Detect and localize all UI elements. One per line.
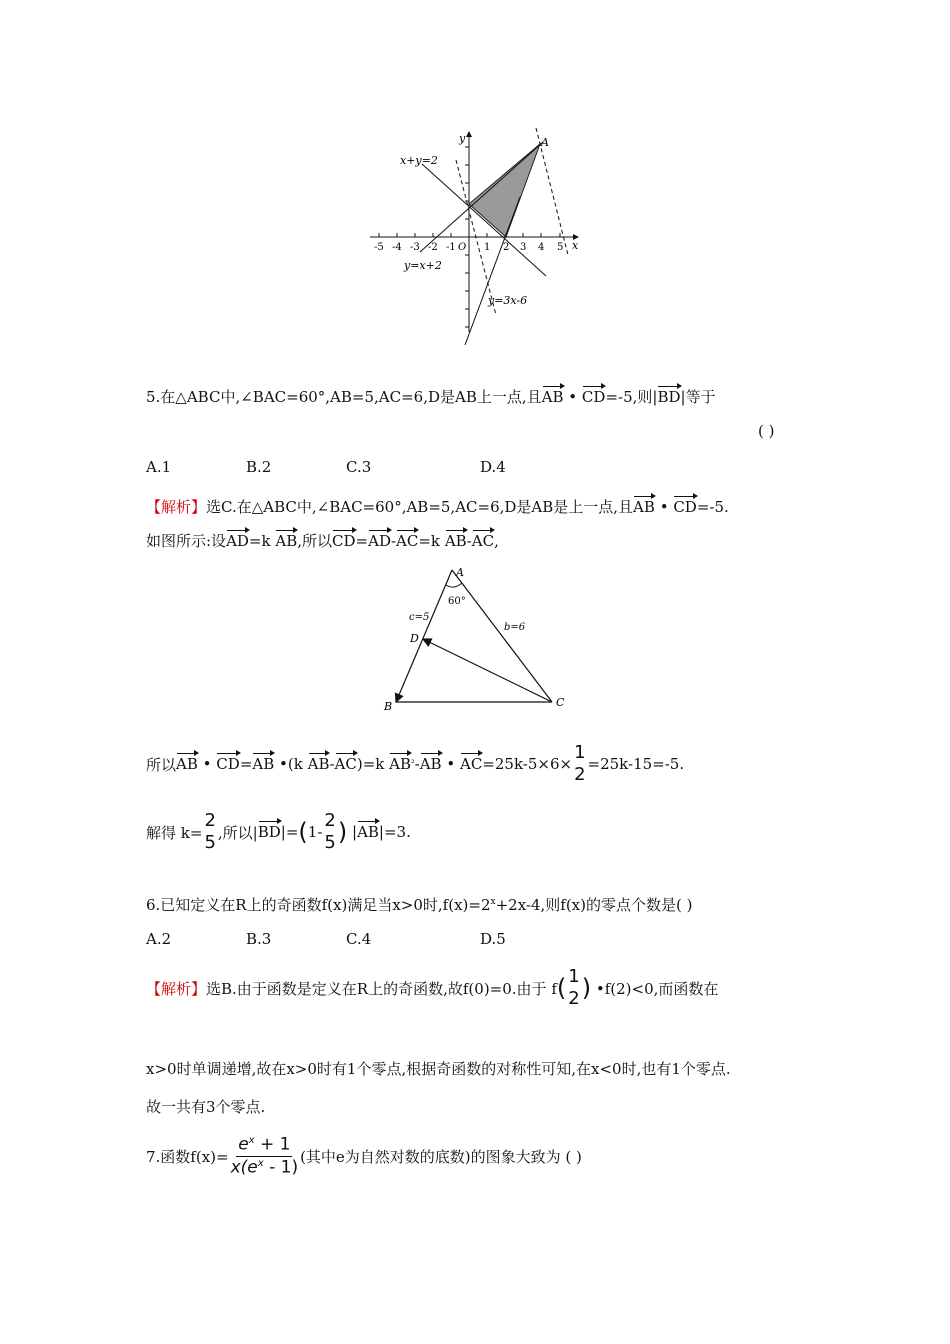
angle-label: 60° [448,596,466,607]
label-y-3x-6: y=3x-6 [488,294,528,307]
shaded-region [469,144,540,237]
fraction-one-half: 1 2 [574,742,586,785]
vertex-a: A [456,566,464,579]
q6-analysis-line3: 故一共有3个零点. [146,1098,266,1116]
x-tick-label: O [458,242,467,253]
x-axis-label: x [572,239,579,252]
x-tick-label: -2 [428,242,438,253]
option-c: C.4 [346,930,372,948]
x-tick-label: 4 [538,242,545,253]
label-x-plus-y-2: x+y=2 [400,154,438,167]
x-tick-label: -3 [410,242,420,253]
option-d: D.4 [480,458,506,476]
option-b: B.3 [246,930,272,948]
x-tick-label: 1 [484,242,491,253]
point-d: D [410,632,419,645]
side-ab [396,570,452,702]
fraction-one-half: 1 2 [568,966,580,1009]
x-tick-label: -4 [392,242,402,253]
side-c-label: c=5 [409,612,430,623]
point-a-label: A [541,136,549,149]
y-axis-label: y [459,132,466,145]
vertex-c: C [556,696,565,709]
q5-stem: 5.在△ABC中,∠BAC=60°,AB=5,AC=6,D是AB上一点,且AB • CD=-5,则|BD|等于 [146,388,716,406]
triangle-figure [376,560,576,715]
analysis-tag: 【解析】 [146,979,207,998]
vertex-b: B [384,700,393,713]
x-tick-label: 2 [503,242,510,253]
region-graph [360,120,600,355]
fraction-two-fifths: 2 5 [204,810,216,853]
vector-cd: CD [581,388,606,406]
q7-stem: 7.函数f(x)= $\frac{e^x + 1}{x(e^x - 1)}$ (其中e为自然对数的底数)的图象大致为 ( ) [146,1134,582,1178]
q6-options [146,930,506,948]
x-tick-label: 5 [557,242,564,253]
x-tick-label: -1 [446,242,456,253]
q6-analysis-line2: x>0时单调递增,故在x>0时有1个零点,根据奇函数的对称性可知,在x<0时,也有1个零点. [146,1060,731,1078]
q7-function-fraction: $\frac{e^x + 1}{x(e^x - 1)}$ [230,1134,299,1178]
analysis-tag: 【解析】 [146,498,207,516]
segment-cd [423,639,552,702]
side-b-label: b=6 [504,622,526,633]
side-ac [452,570,552,702]
option-a: A.2 [146,930,172,948]
label-y-x-plus-2: y=x+2 [404,259,442,272]
angle-arc [446,583,462,587]
q5-analysis-line4: 解得 k= 2 5 ,所以| BD |= ( 1- 2 5 ) | AB |=3. [146,810,411,853]
line-y-x-plus-2 [420,142,543,252]
option-b: B.2 [246,458,272,476]
q5-answer-paren: ( ) [758,422,775,440]
option-d: D.5 [480,930,506,948]
option-a: A.1 [146,458,172,476]
q6-stem: 6.已知定义在R上的奇函数f(x)满足当x>0时$,f(x)=2^x+2x-4$,则f(x)的零点个数是( ) [146,896,693,914]
q5-analysis-line2: 如图所示:设AD=k AB,所以CD=AD-AC=k AB-AC, [146,532,499,550]
x-tick-label: 3 [520,242,527,253]
q6-analysis-line1: 【解析】 选B.由于函数是定义在R上的奇函数,故f(0)=0.由于 f ( 1 2 ) •f(2)<0,而函数在 [146,966,719,1009]
q5-options [146,458,506,476]
q5-analysis-line3: 所以 AB • CD = AB •(k AB - AC )=k AB ² - AB • AC =25k-5×6× 1 2 =25k-15=-5. [146,742,685,785]
q5-analysis-line1: 【解析】选C.在△ABC中,∠BAC=60°,AB=5,AC=6,D是AB是上一点,且AB • CD=-5. [146,498,729,516]
fraction-two-fifths-2: 2 5 [324,810,336,853]
x-tick-label: -5 [374,242,384,253]
option-c: C.3 [346,458,372,476]
vector-ab: AB [541,388,564,406]
vector-bd: BD [657,388,681,406]
